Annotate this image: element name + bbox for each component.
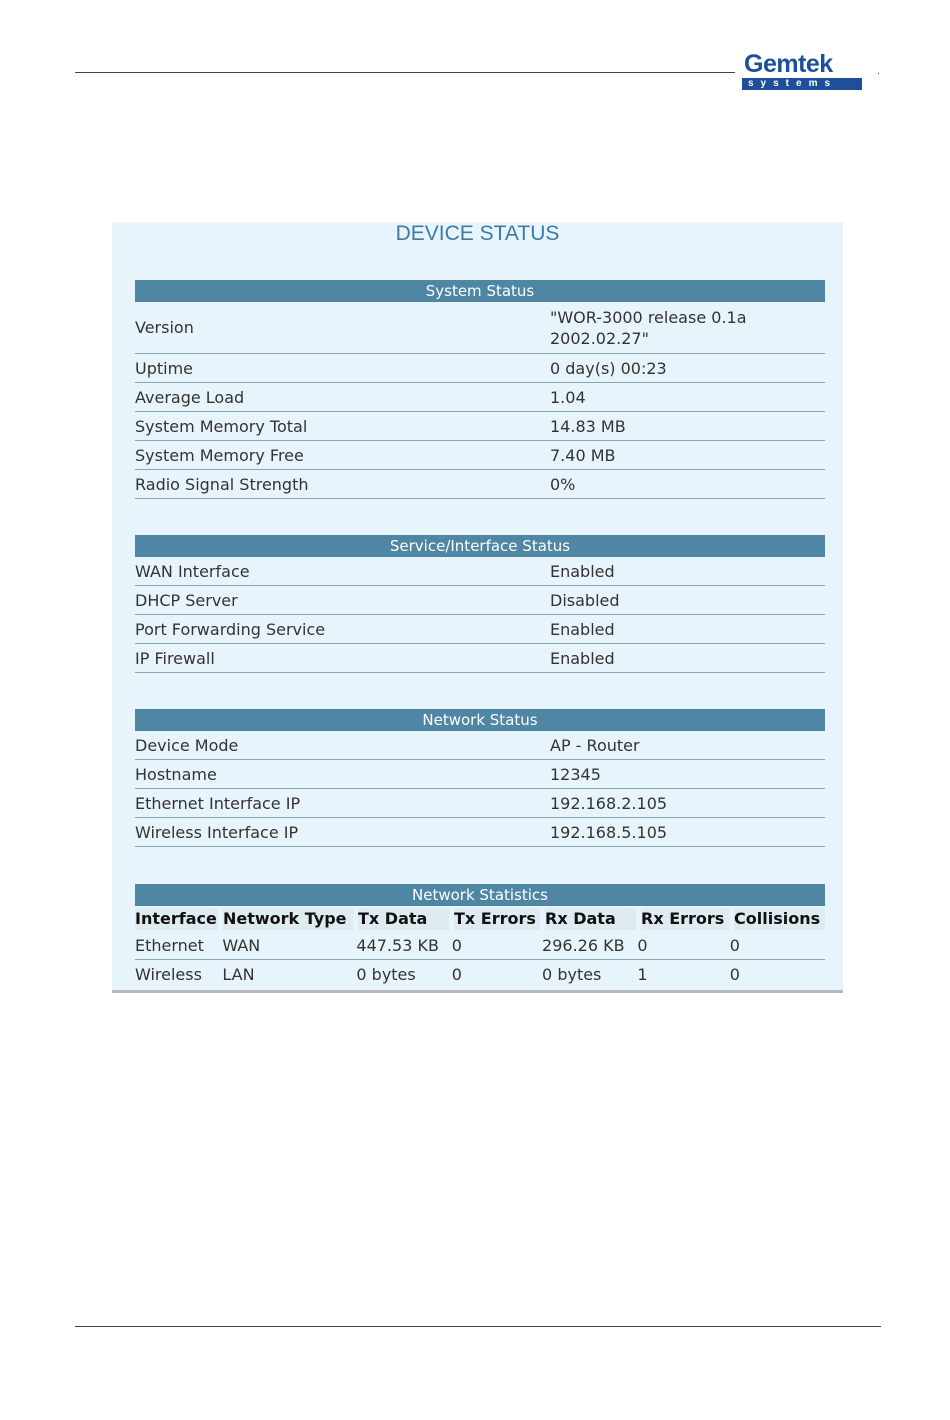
status-row-port-forwarding bbox=[135, 615, 825, 644]
status-row-wan-interface bbox=[135, 557, 825, 586]
row-label: Wireless Interface IP bbox=[135, 822, 299, 842]
row-label: System Memory Total bbox=[135, 416, 308, 436]
service-status-section bbox=[135, 535, 825, 673]
logo-dot-icon: . bbox=[877, 66, 881, 77]
device-status-panel bbox=[112, 222, 843, 993]
network-statistics-section bbox=[135, 884, 825, 988]
table-cell: 0 bbox=[451, 964, 462, 984]
table-row bbox=[135, 931, 825, 960]
row-label: Uptime bbox=[135, 358, 194, 378]
gemtek-logo bbox=[742, 50, 872, 90]
table-cell: 0 bbox=[729, 935, 740, 955]
status-row-version bbox=[135, 302, 825, 354]
section-header: Network Status bbox=[135, 709, 825, 731]
system-status-section bbox=[135, 280, 825, 499]
row-label: IP Firewall bbox=[135, 648, 215, 668]
row-label: System Memory Free bbox=[135, 445, 304, 465]
footer-rule bbox=[75, 1326, 881, 1327]
row-value: 0% bbox=[550, 474, 576, 494]
table-cell: Wireless bbox=[135, 964, 202, 984]
table-cell: Ethernet bbox=[135, 935, 204, 955]
row-value: Disabled bbox=[550, 590, 620, 610]
logo-subtitle: systems bbox=[742, 78, 862, 90]
status-row-hostname bbox=[135, 760, 825, 789]
row-value: Enabled bbox=[550, 561, 615, 581]
status-row-average-load bbox=[135, 383, 825, 412]
network-status-section bbox=[135, 709, 825, 847]
row-value: 1.04 bbox=[550, 387, 586, 407]
status-row-memory-total bbox=[135, 412, 825, 441]
table-cell: 447.53 KB bbox=[356, 935, 439, 955]
row-label: DHCP Server bbox=[135, 590, 238, 610]
column-header: Rx Data bbox=[545, 908, 636, 930]
row-label: Device Mode bbox=[135, 735, 239, 755]
row-value: Enabled bbox=[550, 648, 615, 668]
table-cell: 0 bbox=[451, 935, 462, 955]
row-value: 192.168.5.105 bbox=[550, 822, 668, 842]
row-label: Average Load bbox=[135, 387, 245, 407]
status-row-memory-free bbox=[135, 441, 825, 470]
table-cell: LAN bbox=[222, 964, 255, 984]
section-header: Service/Interface Status bbox=[135, 535, 825, 557]
section-header: Network Statistics bbox=[135, 884, 825, 906]
section-header: System Status bbox=[135, 280, 825, 302]
row-value: 0 day(s) 00:23 bbox=[550, 358, 667, 378]
status-row-ip-firewall bbox=[135, 644, 825, 673]
table-cell: WAN bbox=[222, 935, 261, 955]
table-cell: 1 bbox=[637, 964, 648, 984]
header-rule bbox=[75, 72, 735, 73]
row-label: Port Forwarding Service bbox=[135, 619, 326, 639]
column-header: Rx Errors bbox=[641, 908, 729, 930]
table-cell: 296.26 KB bbox=[542, 935, 625, 955]
row-value: 7.40 MB bbox=[550, 445, 616, 465]
row-value: AP - Router bbox=[550, 735, 640, 755]
column-header: Tx Data bbox=[358, 908, 449, 930]
row-label: Hostname bbox=[135, 764, 217, 784]
table-row bbox=[135, 960, 825, 988]
table-cell: 0 bbox=[729, 964, 740, 984]
status-row-ethernet-ip bbox=[135, 789, 825, 818]
row-label: Radio Signal Strength bbox=[135, 474, 309, 494]
table-cell: 0 bbox=[637, 935, 648, 955]
column-header: Interface bbox=[135, 908, 217, 928]
page-title: DEVICE STATUS bbox=[395, 222, 560, 245]
table-cell: 0 bytes bbox=[542, 964, 602, 984]
status-row-uptime bbox=[135, 354, 825, 383]
row-value: Enabled bbox=[550, 619, 615, 639]
column-header: Network Type bbox=[223, 908, 353, 930]
logo-word: Gemtek bbox=[744, 50, 833, 78]
status-row-device-mode bbox=[135, 731, 825, 760]
row-label: Version bbox=[135, 318, 194, 337]
row-label: WAN Interface bbox=[135, 561, 250, 581]
statistics-header-row bbox=[135, 906, 825, 931]
table-cell: 0 bytes bbox=[356, 964, 416, 984]
row-value: "WOR-3000 release 0.1a 2002.02.27" bbox=[550, 307, 747, 348]
column-header: Collisions bbox=[734, 908, 825, 930]
row-label: Ethernet Interface IP bbox=[135, 793, 301, 813]
status-row-wireless-ip bbox=[135, 818, 825, 847]
status-row-signal-strength bbox=[135, 470, 825, 499]
row-value: 192.168.2.105 bbox=[550, 793, 668, 813]
row-value: 14.83 MB bbox=[550, 416, 626, 436]
row-value: 12345 bbox=[550, 764, 601, 784]
column-header: Tx Errors bbox=[454, 908, 540, 930]
status-row-dhcp-server bbox=[135, 586, 825, 615]
